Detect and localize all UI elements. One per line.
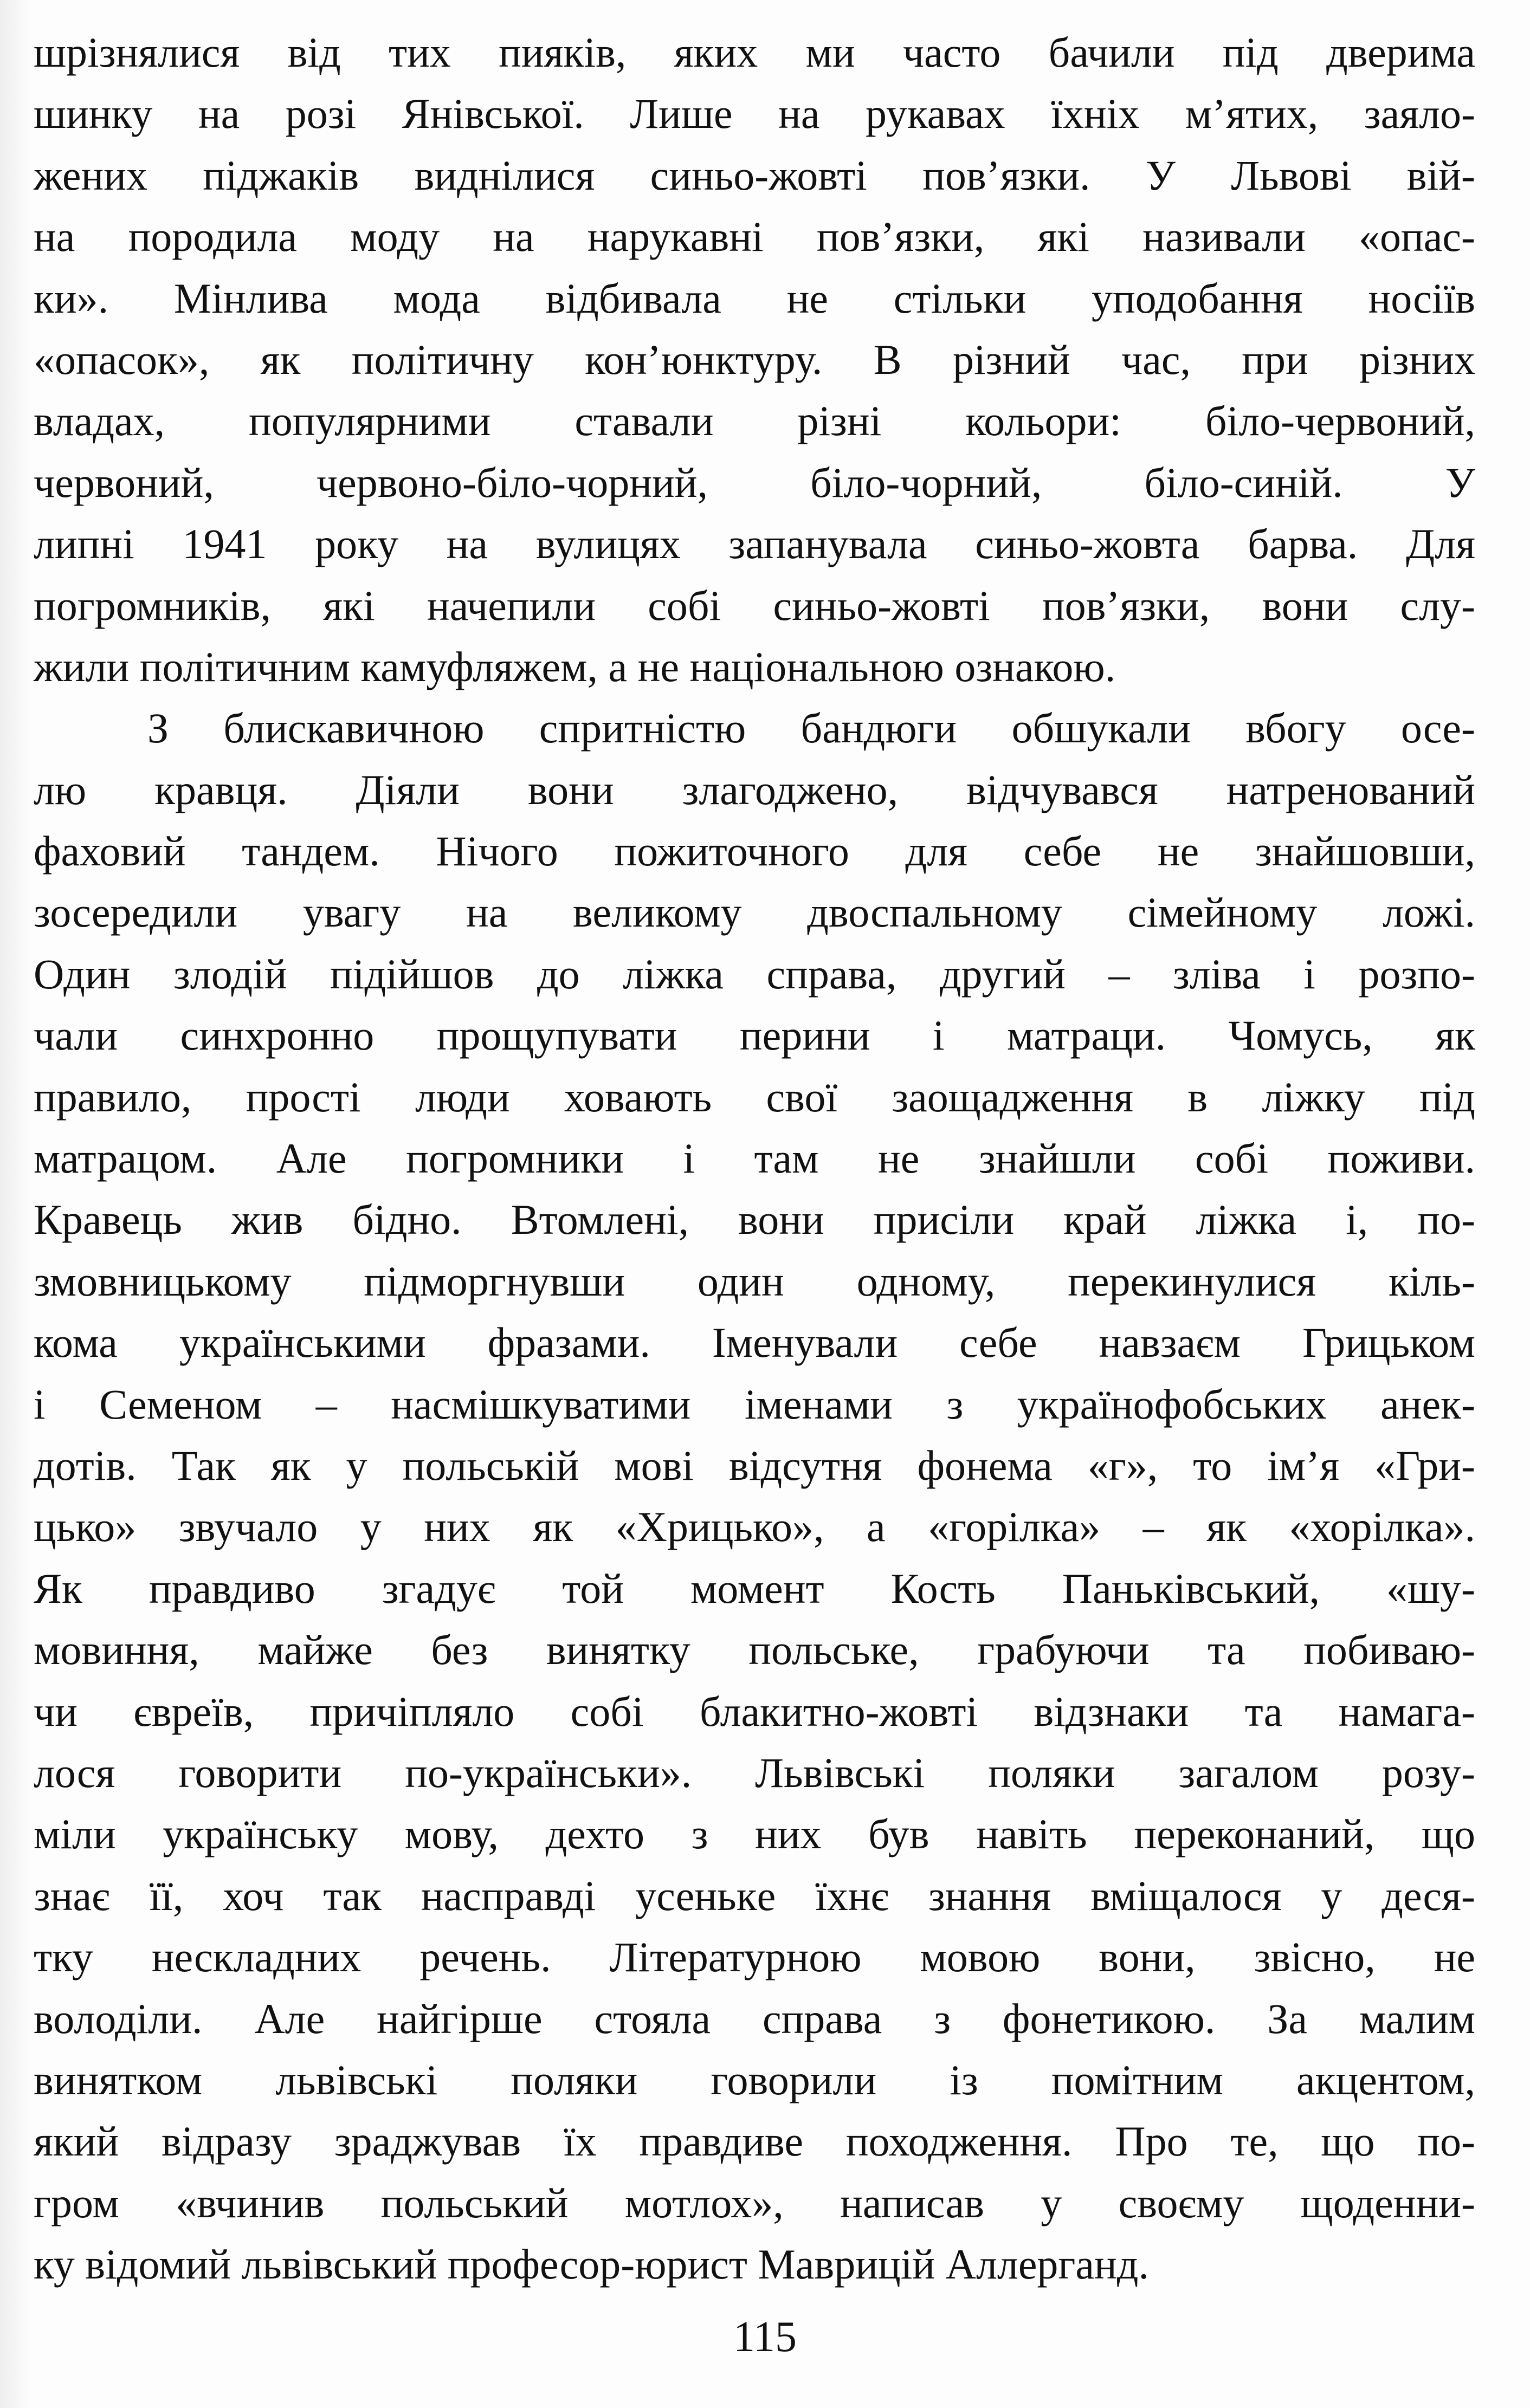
text-line: змовницькому підморгнувши один одному, перекинулися кіль- [34, 1257, 1475, 1305]
text-line: матрацом. Але погромники і там не знайшли собі поживи. [34, 1135, 1475, 1182]
text-line: погромників, які начепили собі синьо-жовті пов’язки, вони слу- [34, 581, 1475, 629]
text-line: володіли. Але найгірше стояла справа з фонетикою. За малим [34, 1995, 1475, 2042]
paragraph [34, 697, 1475, 2295]
text-line: який відразу зраджував їх правдиве походження. Про те, що по- [34, 2118, 1475, 2165]
text-line: винятком львівські поляки говорили із помітним акцентом, [34, 2056, 1475, 2103]
text-line: міли українську мову, дехто з них був навіть переконаний, що [34, 1810, 1475, 1858]
text-line: на породила моду на нарукавні пов’язки, які називали «опас- [34, 213, 1475, 261]
paragraph [34, 22, 1475, 697]
scan-shadow-edge [0, 0, 31, 2408]
text-line: кома українськими фразами. Іменували себе навзаєм Грицьком [34, 1319, 1475, 1367]
text-line: тку нескладних речень. Літературною мовою вони, звісно, не [34, 1933, 1475, 1981]
text-line: Кравець жив бідно. Втомлені, вони присіли край ліжка і, по- [34, 1196, 1475, 1244]
text-line: «опасок», як політичну кон’юнктуру. В різний час, при різних [34, 335, 1475, 383]
text-line: чали синхронно прощупувати перини і матраци. Чомусь, як [34, 1012, 1475, 1059]
text-line: лося говорити по-українськи». Львівські поляки загалом розу- [34, 1749, 1475, 1796]
text-line: липні 1941 року на вулицях запанувала синьо-жовта барва. Для [34, 520, 1475, 568]
text-line: червоний, червоно-біло-чорний, біло-чорний, біло-синій. У [34, 458, 1475, 506]
text-line: дотів. Так як у польській мові відсутня фонема «г», то ім’я «Гри- [34, 1441, 1475, 1489]
text-line: З блискавичною спритністю бандюги обшукали вбогу осе- [147, 704, 1475, 752]
text-line: зосередили увагу на великому двоспальному сімейному ложі. [34, 889, 1475, 936]
text-line: владах, популярними ставали різні кольори: біло-червоний, [34, 397, 1475, 445]
text-line: лю кравця. Діяли вони злагоджено, відчувався натренований [34, 766, 1475, 813]
text-line: Один злодій підійшов до ліжка справа, другий – зліва і розпо- [34, 950, 1475, 998]
text-line: фаховий тандем. Нічого пожиточного для себе не знайшовши, [34, 827, 1475, 875]
text-line: Як правдиво згадує той момент Кость Паньківський, «шу- [34, 1564, 1475, 1612]
body-text [34, 22, 1475, 2295]
text-line: ку відомий львівський професор-юрист Маврицій Аллерганд. [34, 2241, 1149, 2288]
text-line: гром «вчинив польський мотлох», написав у своєму щоденни- [34, 2179, 1475, 2226]
text-line: жили політичним камуфляжем, а не національною ознакою. [34, 643, 1116, 690]
text-line: ки». Мінлива мода відбивала не стільки уподобання носіїв [34, 274, 1475, 322]
text-line: шинку на розі Янівської. Лише на рукавах їхніх м’ятих, заяло- [34, 90, 1475, 138]
text-line: жених піджаків виднілися синьо-жовті пов’язки. У Львові вій- [34, 151, 1475, 199]
text-line: знає її, хоч так насправді усенькe їхнє знання вміщалося у деся- [34, 1872, 1475, 1919]
text-line: і Семеном – насмішкуватими іменами з українофобських анек- [34, 1380, 1475, 1428]
text-line: мовиння, майже без винятку польське, грабуючи та побиваю- [34, 1626, 1475, 1674]
text-line: чи євреїв, причіпляло собі блакитно-жовті відзнаки та намага- [34, 1687, 1475, 1735]
text-line: шрізнялися від тих пияків, яких ми часто бачили під дверима [34, 29, 1475, 76]
text-line: правило, прості люди ховають свої заощадження в ліжку під [34, 1073, 1475, 1121]
page-number: 115 [733, 2313, 797, 2361]
text-line: цько» звучало у них як «Хрицько», а «горілка» – як «хорілка». [34, 1503, 1475, 1551]
